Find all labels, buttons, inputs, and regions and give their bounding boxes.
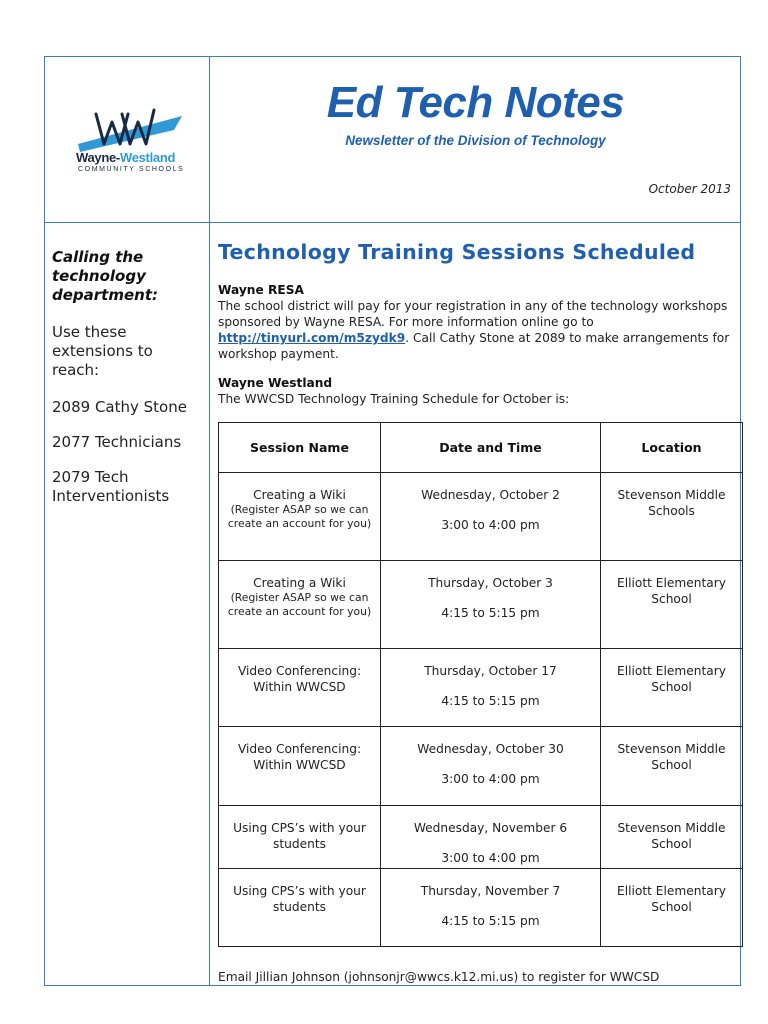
session-cell: Video Conferencing: Within WWCSD (219, 727, 381, 806)
datetime-cell (381, 806, 601, 869)
extension-item: 2089 Cathy Stone (52, 398, 187, 416)
location-cell: Stevenson Middle School (601, 727, 743, 806)
sidebar (52, 248, 202, 506)
extension-item: 2079 Tech Interventionists (52, 468, 170, 505)
table-row (219, 561, 743, 649)
session-name: Creating a Wiki (253, 488, 346, 502)
session-cell (219, 473, 381, 561)
session-time: 4:15 to 5:15 pm (441, 694, 540, 708)
resa-link[interactable]: http://tinyurl.com/m5zydk9 (218, 331, 406, 345)
datetime-cell (381, 649, 601, 727)
session-date: Wednesday, October 30 (417, 742, 564, 756)
sidebar-intro: Use these extensions to reach: (52, 323, 153, 379)
datetime-cell (381, 561, 601, 649)
session-name: Creating a Wiki (253, 576, 346, 590)
table-row (219, 869, 743, 947)
column-header-session: Session Name (219, 423, 381, 473)
session-date: Thursday, October 3 (428, 576, 553, 590)
logo-wordmark (76, 150, 175, 165)
session-time: 3:00 to 4:00 pm (441, 772, 540, 786)
location-cell: Elliott Elementary School (601, 561, 743, 649)
resa-text-2: . Call Cathy Stone at 2089 to make arrangements for workshop payment. (218, 331, 730, 361)
logo-subtitle: COMMUNITY SCHOOLS (78, 166, 185, 173)
location-cell: Elliott Elementary School (601, 869, 743, 947)
footer-note: Email Jillian Johnson (johnsonjr@wwcs.k12.mi.us) to register for WWCSD (218, 970, 660, 984)
column-header-date: Date and Time (381, 423, 601, 473)
issue-date: October 2013 (648, 182, 731, 196)
session-note: (Register ASAP so we can create an account for you) (227, 503, 372, 530)
resa-text-1: The school district will pay for your registration in any of the technology workshops sponsored by Wayne RESA. For more information online go to (218, 299, 728, 329)
table-row (219, 473, 743, 561)
article-headline: Technology Training Sessions Scheduled (218, 240, 696, 264)
session-date: Wednesday, November 6 (413, 821, 568, 835)
wayne-westland-section (218, 375, 733, 407)
session-time: 4:15 to 5:15 pm (441, 606, 540, 620)
header-divider (44, 222, 741, 223)
location-cell: Stevenson Middle School (601, 806, 743, 869)
resa-heading: Wayne RESA (218, 283, 304, 297)
training-schedule-table (218, 422, 743, 947)
newsletter-subtitle: Newsletter of the Division of Technology (345, 133, 606, 148)
newsletter-title: Ed Tech Notes (326, 78, 625, 127)
extension-item: 2077 Technicians (52, 433, 182, 451)
datetime-cell (381, 869, 601, 947)
session-note: (Register ASAP so we can create an account for you) (227, 591, 372, 618)
table-header-row (219, 423, 743, 473)
logo-wordmark-part1: Wayne- (76, 150, 120, 165)
location-cell: Elliott Elementary School (601, 649, 743, 727)
resa-section (218, 282, 733, 362)
table-row (219, 727, 743, 806)
ww-text: The WWCSD Technology Training Schedule for October is: (218, 392, 570, 406)
session-time: 4:15 to 5:15 pm (441, 914, 540, 928)
table-row (219, 806, 743, 869)
session-cell: Video Conferencing: Within WWCSD (219, 649, 381, 727)
column-header-location: Location (601, 423, 743, 473)
sidebar-heading: Calling the technology department: (52, 248, 158, 304)
ww-heading: Wayne Westland (218, 376, 333, 390)
session-time: 3:00 to 4:00 pm (441, 851, 540, 865)
location-cell: Stevenson Middle Schools (601, 473, 743, 561)
column-divider (209, 56, 210, 986)
session-cell: Using CPS’s with your students (219, 869, 381, 947)
session-date: Wednesday, October 2 (421, 488, 560, 502)
session-date: Thursday, October 17 (424, 664, 557, 678)
session-cell (219, 561, 381, 649)
session-time: 3:00 to 4:00 pm (441, 518, 540, 532)
table-row (219, 649, 743, 727)
datetime-cell (381, 473, 601, 561)
session-date: Thursday, November 7 (420, 884, 561, 898)
session-cell: Using CPS’s with your students (219, 806, 381, 869)
logo-wordmark-part2: Westland (119, 150, 176, 165)
datetime-cell (381, 727, 601, 806)
